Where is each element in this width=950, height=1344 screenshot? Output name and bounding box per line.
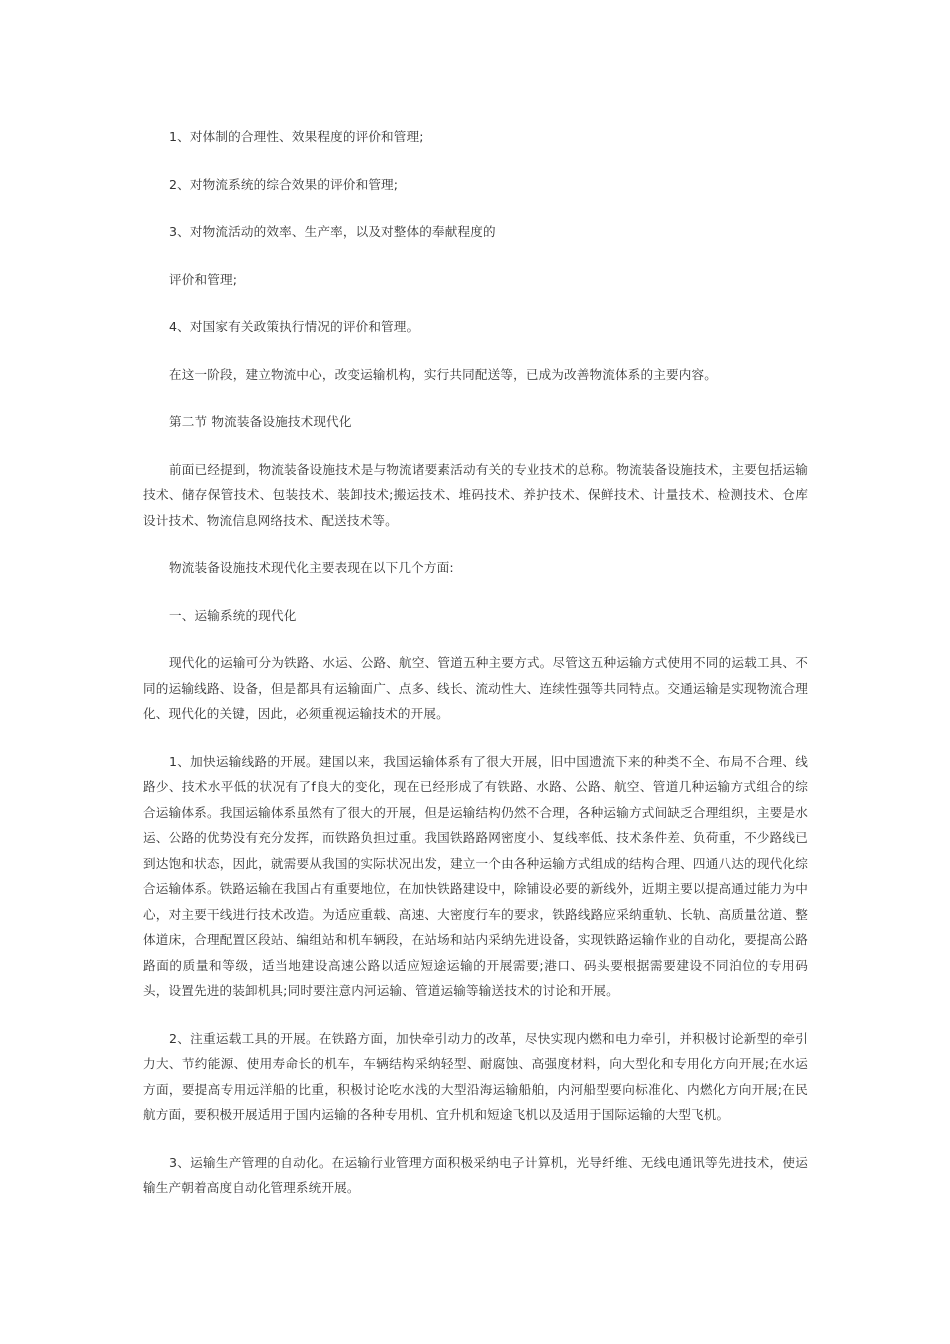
section-heading: 第二节 物流装备设施技术现代化 bbox=[169, 414, 352, 429]
point-3-paragraph: 3、运输生产管理的自动化。在运输行业管理方面积极采纳电子计算机，光导纤维、无线电通讯等先进技术，使运输生产朝着高度自动化管理系统开展。 bbox=[143, 1154, 808, 1195]
subsection-heading: 一、运输系统的现代化 bbox=[169, 607, 297, 623]
list-item-1: 1、对体制的合理性、效果程度的评价和管理; bbox=[169, 129, 424, 144]
transport-paragraph: 现代化的运输可分为铁路、水运、公路、航空、管道五种主要方式。尽管这五种运输方式使用不同的运载工具、不同的运输线路、设备，但是都具有运输面广、点多、线长、流动性大、连续性强等共同特点。交通运输是实现物流合理化、现代化的关键，因此，必须重视运输技术的开展。 bbox=[143, 655, 808, 721]
list-item-2: 2、对物流系统的综合效果的评价和管理; bbox=[169, 176, 399, 192]
summary-paragraph: 在这一阶段，建立物流中心，改变运输机构，实行共同配送等，已成为改善物流体系的主要内容。 bbox=[169, 366, 717, 382]
list-item-3: 3、对物流活动的效率、生产率，以及对整体的奉献程度的 bbox=[169, 224, 496, 239]
document-page bbox=[143, 124, 808, 1201]
point-2-paragraph: 2、注重运载工具的开展。在铁路方面，加快牵引动力的改革，尽快实现内燃和电力牵引，并积极讨论新型的牵引力大、节约能源、使用寿命长的机车，车辆结构采纳轻型、耐腐蚀、高强度材料，向大型化和专用化方向开展;在水运方面，要提高专用远洋船的比重，积极讨论吃水浅的大型沿海运输船舶，内河船型要向标准化、内燃化方向开展;在民航方面，要积极开展适用于国内运输的各种专用机、宜升机和短途飞机以及适用于国际运输的大型飞机。 bbox=[143, 1030, 808, 1122]
point-1-paragraph: 1、加快运输线路的开展。建国以来，我国运输体系有了很大开展，旧中国遗流下来的种类不全、布局不合理、线路少、技术水平低的状况有了f良大的变化，现在已经形成了有铁路、水路、公路、航空、管道几种运输方式组合的综合运输体系。我国运输体系虽然有了很大的开展，但是运输结构仍然不合理，各种运输方式间缺乏合理组织，主要是水运、公路的优势没有充分发挥，而铁路负担过重。我国铁路路网密度小、复线率低、技术条件差、负荷重，不少路线已到达饱和状态，因此，就需要从我国的实际状况出发，建立一个由各种运输方式组成的结构合理、四通八达的现代化综合运输体系。铁路运输在我国占有重要地位，在加快铁路建设中，除铺设必要的新线外，近期主要以提高通过能力为中心，对主要干线进行技术改造。为适应重载、高速、大密度行车的要求，铁路线路应采纳重轨、长轨、高质量岔道、整体道床，合理配置区段站、编组站和机车辆段，在站场和站内采纳先进设备，实现铁路运输作业的自动化，要提高公路路面的质量和等级，适当地建设高速公路以适应短途运输的开展需要;港口、码头要根据需要建设不同泊位的专用码头，设置先进的装卸机具;同时要注意内河运输、管道运输等输送技术的讨论和开展。 bbox=[143, 753, 808, 998]
aspects-intro: 物流装备设施技术现代化主要表现在以下几个方面: bbox=[169, 560, 454, 575]
list-item-4: 4、对国家有关政策执行情况的评价和管理。 bbox=[169, 319, 420, 334]
list-item-3-continued: 评价和管理; bbox=[169, 271, 238, 287]
intro-paragraph: 前面已经提到，物流装备设施技术是与物流诸要素活动有关的专业技术的总称。物流装备设施技术，主要包括运输技术、储存保管技术、包装技术、装卸技术;搬运技术、堆码技术、养护技术、保鲜技术、计量技术、检测技术、仓库设计技术、物流信息网络技术、配送技术等。 bbox=[143, 461, 808, 528]
